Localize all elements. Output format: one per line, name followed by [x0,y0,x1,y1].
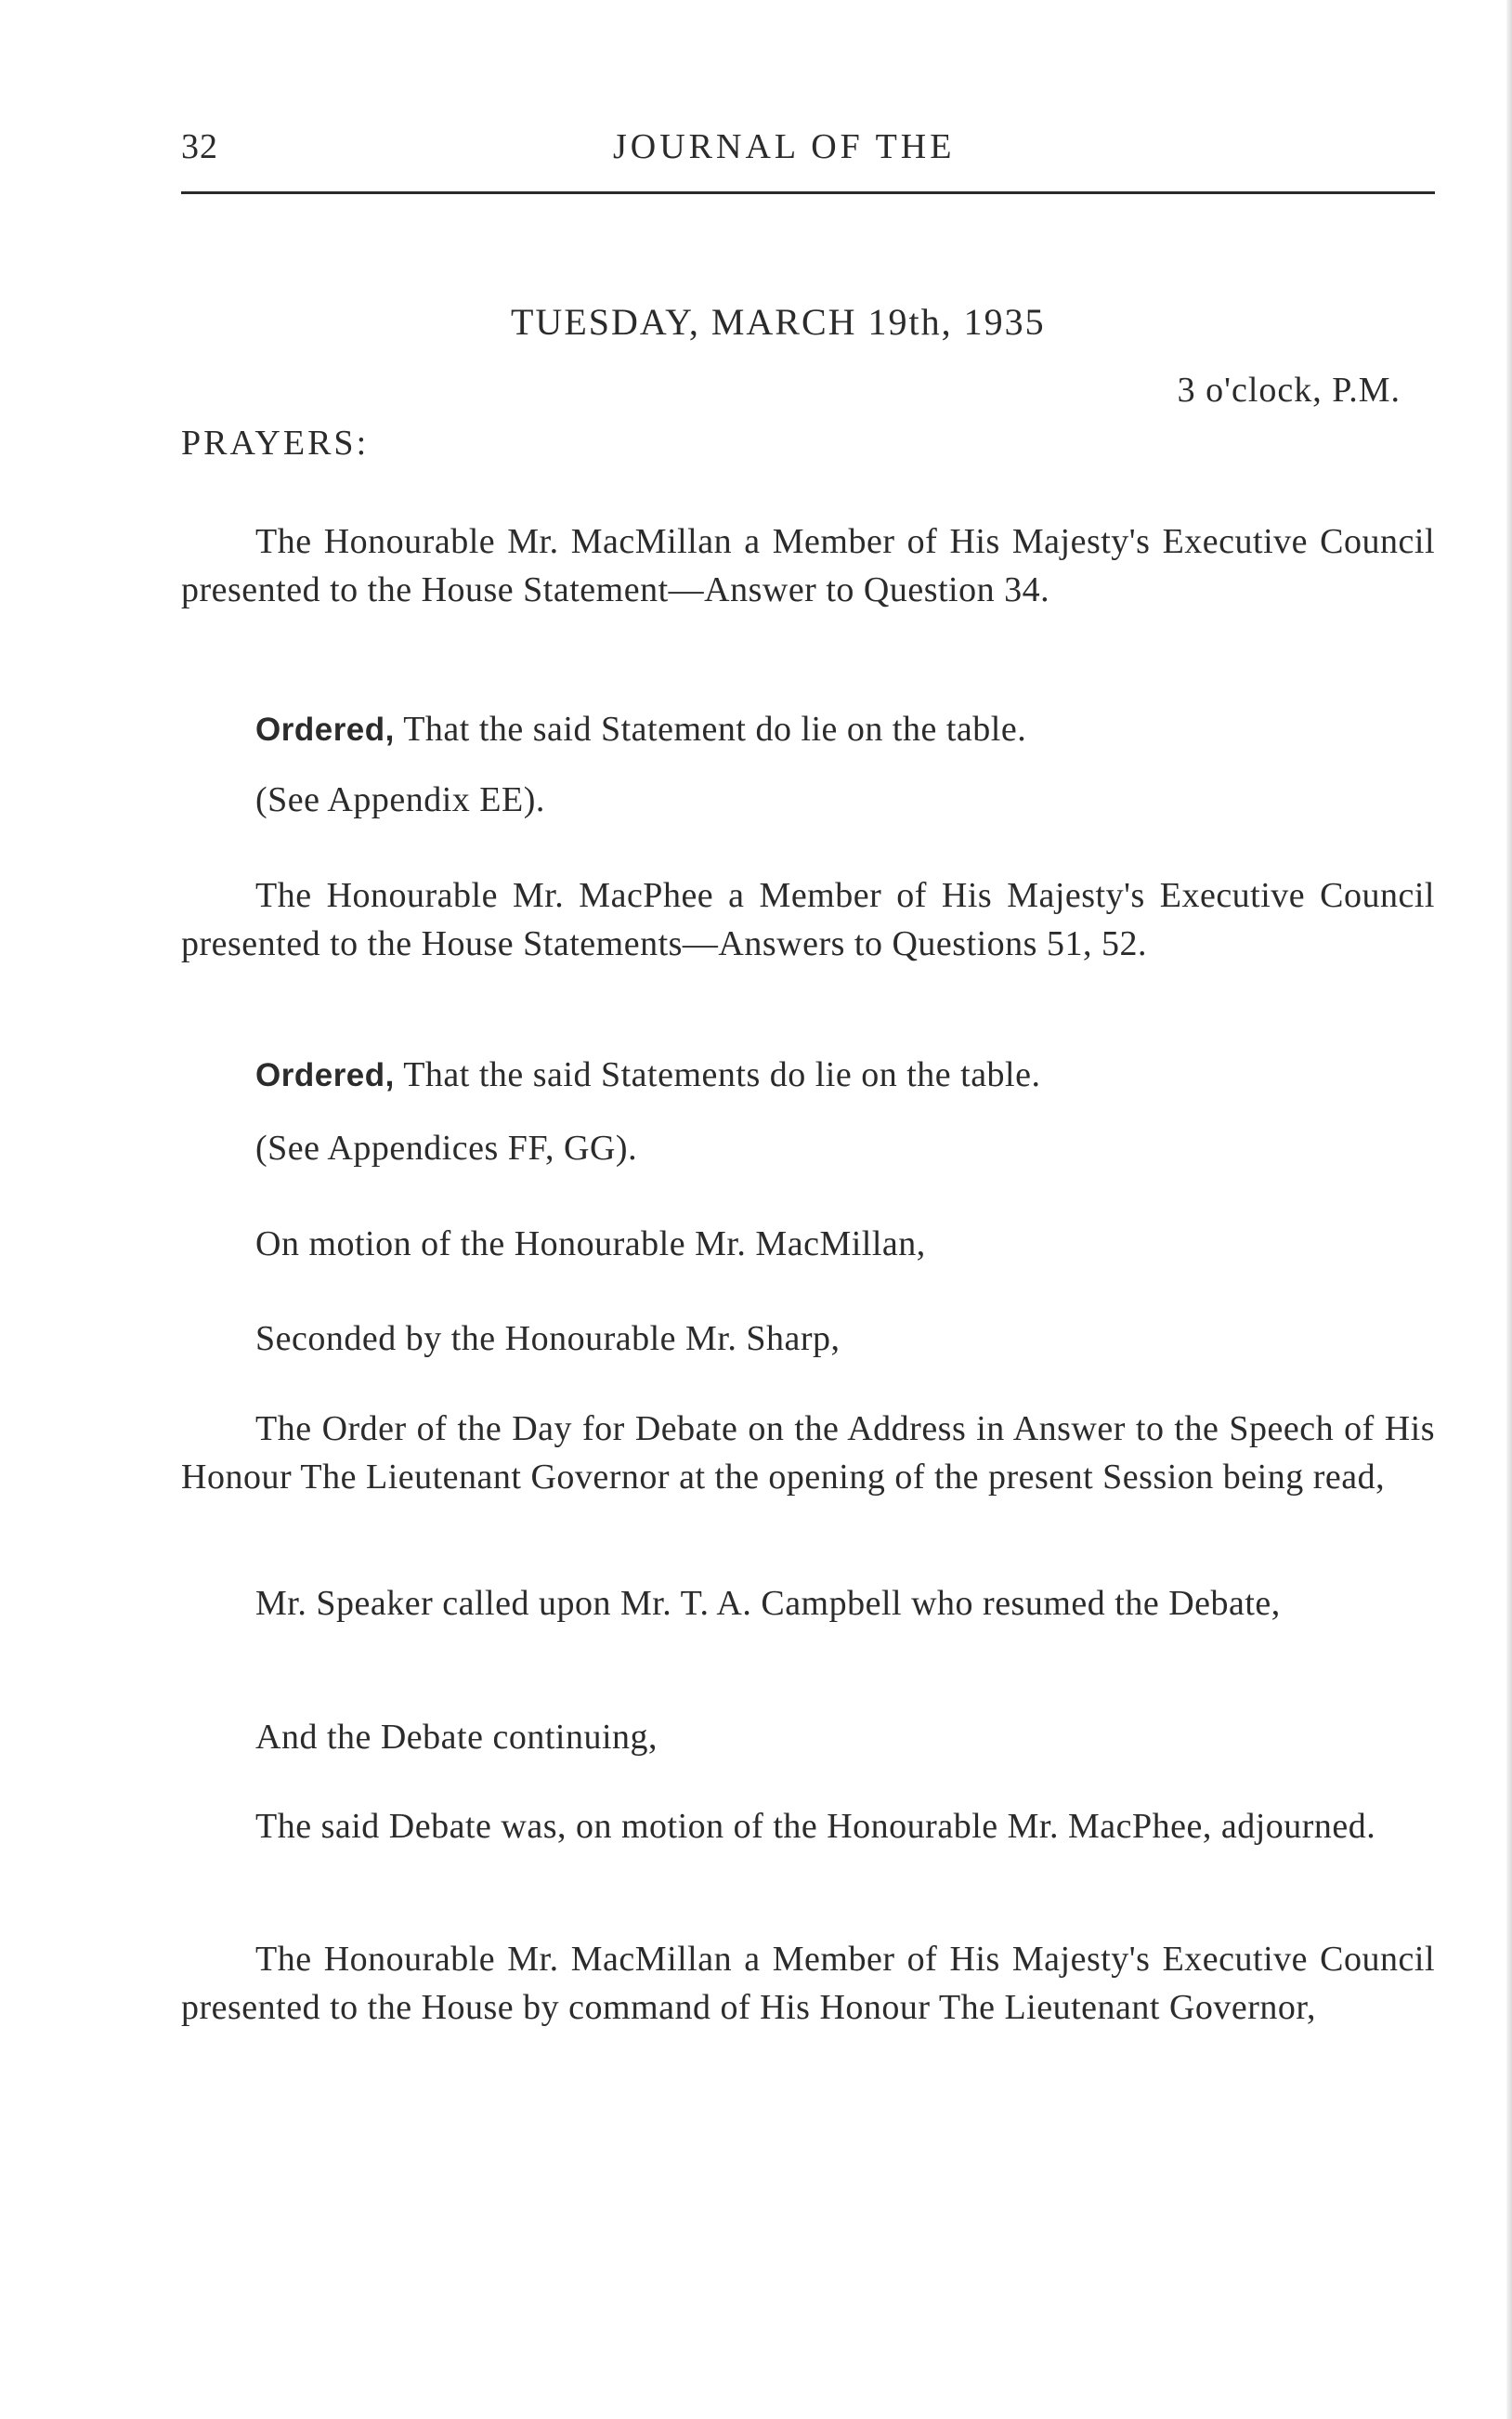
page-number: 32 [181,127,218,166]
see-appendices-ff-gg: (See Appendices FF, GG). [255,1129,638,1168]
running-head: JOURNAL OF THE [613,127,956,166]
order-of-day-paragraph: The Order of the Day for Debate on the Address in Answer to the Speech of His Honour The Lieutenant Governor at the opening of the present Session being read, [181,1409,1435,1497]
statement-paragraph-macmillan: The Honourable Mr. MacMillan a Member of His Majesty's Executive Council presented to the House Statement—Answer to Question 34. [181,522,1435,609]
speaker-paragraph: Mr. Speaker called upon Mr. T. A. Campbell who resumed the Debate, [255,1584,1281,1623]
ordered-label: Ordered, [255,1057,395,1093]
statement-paragraph-macphee: The Honourable Mr. MacPhee a Member of His Majesty's Executive Council presented to the House Statements—Answers to Questions 51, 52. [181,876,1435,963]
header-rule [181,191,1435,194]
ordered-text: That the said Statements do lie on the table. [394,1055,1041,1094]
ordered-line-1 [255,705,1026,754]
debate-continuing-line: And the Debate continuing, [255,1718,658,1757]
command-paragraph: The Honourable Mr. MacMillan a Member of His Majesty's Executive Council presented to the House by command of His Honour The Lieutenant Governor, [181,1940,1435,2027]
page-edge [1506,0,1512,2419]
seconded-line: Seconded by the Honourable Mr. Sharp, [255,1319,841,1358]
date-heading: TUESDAY, MARCH 19th, 1935 [511,301,1046,343]
ordered-label: Ordered, [255,712,395,748]
prayers-heading: PRAYERS: [181,424,370,463]
see-appendix-ee: (See Appendix EE). [255,780,545,819]
ordered-text: That the said Statement do lie on the table. [394,710,1027,749]
sitting-time: 3 o'clock, P.M. [1177,371,1401,410]
ordered-line-2 [255,1051,1040,1100]
debate-adjourned-paragraph: The said Debate was, on motion of the Honourable Mr. MacPhee, adjourned. [255,1807,1376,1846]
page-header [181,126,1435,182]
motion-line: On motion of the Honourable Mr. MacMillan, [255,1224,926,1263]
